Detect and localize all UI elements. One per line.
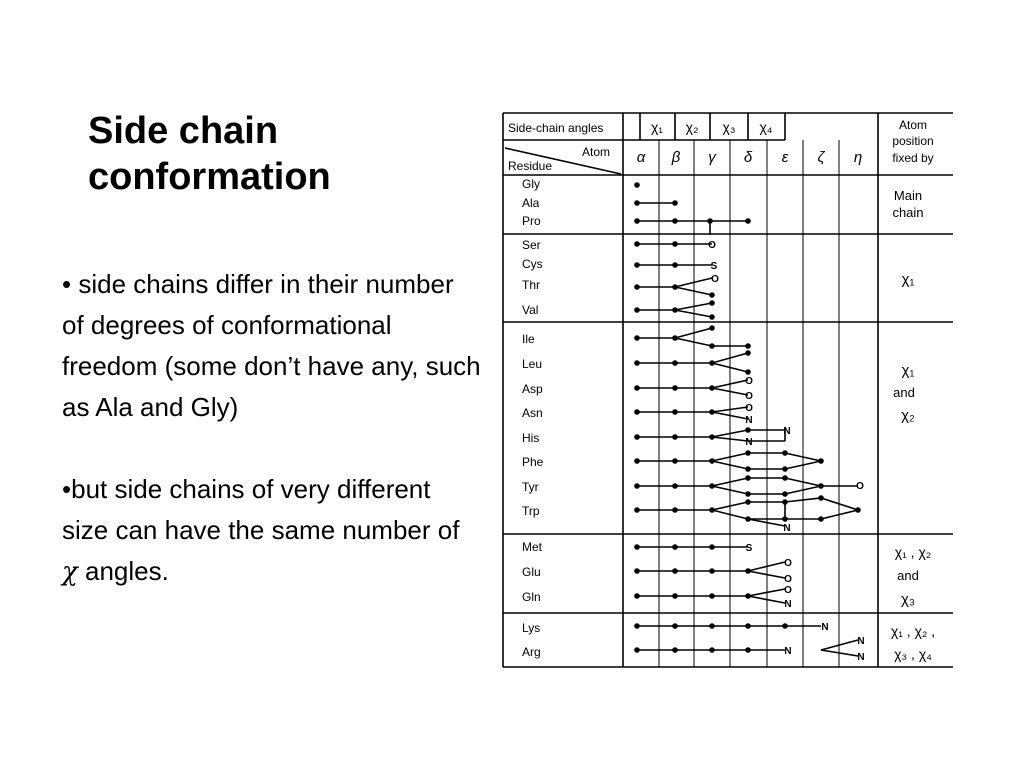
atom-column-eta: η <box>853 149 863 166</box>
atom-dot <box>672 458 678 464</box>
atom-dot <box>745 343 751 349</box>
fixed-by-chi2-group3: χ₂ <box>901 407 915 424</box>
chi-symbol: χ <box>62 557 78 587</box>
atom-dot <box>634 507 640 513</box>
atom-dot <box>709 568 715 574</box>
residue-names <box>522 177 544 659</box>
residue-ile: Ile <box>522 332 535 346</box>
atom-dot <box>672 544 678 550</box>
atom-dot <box>782 623 788 629</box>
residue-glu: Glu <box>522 565 541 579</box>
residue-arg: Arg <box>522 645 541 659</box>
glu-oxygen-1: O <box>784 558 792 569</box>
residue-tyr: Tyr <box>522 480 539 494</box>
residue-asn: Asn <box>522 406 543 420</box>
atom-dot <box>672 434 678 440</box>
atom-header: Atom <box>582 145 611 159</box>
asn-oxygen: O <box>745 403 753 414</box>
his-nitrogen-2: N <box>745 437 753 448</box>
asp-oxygen-2: O <box>745 391 753 402</box>
atom-dot <box>634 409 640 415</box>
atom-dot <box>745 499 751 505</box>
residue-met: Met <box>522 540 543 554</box>
atom-dot <box>709 593 715 599</box>
atom-dot <box>709 343 715 349</box>
lys-nitrogen: N <box>821 622 829 633</box>
atom-dot <box>634 218 640 224</box>
atom-dot <box>672 262 678 268</box>
residue-ser: Ser <box>522 238 541 252</box>
atom-column-beta: β <box>671 149 681 166</box>
atom-dot <box>634 360 640 366</box>
residue-gln: Gln <box>522 590 541 604</box>
atom-dot <box>672 568 678 574</box>
atom-dot <box>782 466 788 472</box>
atom-dot <box>672 241 678 247</box>
atom-column-gamma: γ <box>708 149 716 166</box>
asn-nitrogen: N <box>745 415 753 426</box>
atom-dot <box>745 516 751 522</box>
atom-dot <box>709 300 715 306</box>
slide-title: Side chain conformation <box>88 110 331 198</box>
atom-dot <box>634 544 640 550</box>
atom-dot <box>745 369 751 375</box>
atom-dot <box>634 593 640 599</box>
atom-dot <box>672 409 678 415</box>
atom-dot <box>709 434 715 440</box>
atom-dot <box>709 647 715 653</box>
residue-asp: Asp <box>522 382 543 396</box>
atom-column-zeta: ζ <box>817 149 825 166</box>
atom-dot <box>672 623 678 629</box>
atom-dot <box>634 262 640 268</box>
atom-dot <box>634 483 640 489</box>
thr-oxygen: O <box>711 274 719 285</box>
atom-dot <box>672 385 678 391</box>
met-sulfur: S <box>745 543 753 554</box>
atom-dot <box>782 450 788 456</box>
atom-column-delta: δ <box>743 149 753 166</box>
atom-dot <box>818 458 824 464</box>
atom-dot <box>782 475 788 481</box>
phe-ring <box>637 453 821 469</box>
atom-dot <box>672 507 678 513</box>
bullet-spacer <box>62 428 482 469</box>
atom-dot <box>672 307 678 313</box>
atom-dot <box>709 360 715 366</box>
atom-dot <box>709 325 715 331</box>
atom-dot <box>709 544 715 550</box>
fixed-by-chain: chain <box>892 205 924 220</box>
atom-dot <box>745 475 751 481</box>
fixed-header-line3: fixed by <box>892 151 934 165</box>
gln-oxygen: O <box>784 585 792 596</box>
atom-dot <box>745 568 751 574</box>
atom-dot <box>634 335 640 341</box>
residue-header: Residue <box>508 159 553 173</box>
fixed-by-and-group3: and <box>893 385 915 400</box>
atom-dot <box>745 218 751 224</box>
arg-nitrogen-2: N <box>857 652 865 663</box>
bullet-chi-text: •but side chains of very different size can have the same number of <box>62 474 460 545</box>
asp-bond-upper <box>637 380 748 388</box>
atom-dot <box>672 200 678 206</box>
atom-dot <box>709 507 715 513</box>
ser-oxygen: O <box>708 240 716 251</box>
bullet-list <box>62 264 482 593</box>
asn-bond-upper <box>637 407 748 412</box>
trp-nitrogen: N <box>783 523 791 534</box>
chi1-header: χ₁ <box>650 119 664 135</box>
fixed-by-chi123-group5: χ₁ , χ₂ , <box>890 623 936 639</box>
atom-dot <box>672 647 678 653</box>
residue-leu: Leu <box>522 357 543 371</box>
atom-dot <box>634 568 640 574</box>
fixed-header-line2: position <box>892 134 934 148</box>
fixed-by-chi34-group5: χ₃ , χ₄ <box>894 646 932 662</box>
chi3-header: χ₃ <box>722 119 736 135</box>
residue-cys: Cys <box>522 257 543 271</box>
side-chain-angles-header: Side-chain angles <box>508 121 604 135</box>
residue-his: His <box>522 431 540 445</box>
atom-dot <box>818 495 824 501</box>
asp-oxygen-1: O <box>745 376 753 387</box>
atom-dot <box>634 647 640 653</box>
residue-trp: Trp <box>522 504 540 518</box>
chi2-header: χ₂ <box>685 119 699 135</box>
residue-ala: Ala <box>522 196 540 210</box>
atom-dot <box>634 307 640 313</box>
atom-dot <box>672 593 678 599</box>
leu-bond-upper <box>637 353 748 363</box>
atom-column-epsilon: ε <box>781 149 789 166</box>
fixed-by-and-group4: and <box>897 568 919 583</box>
atom-dot <box>745 647 751 653</box>
atom-dot <box>672 483 678 489</box>
chi4-header: χ₄ <box>759 119 773 135</box>
cys-sulfur: S <box>710 261 718 272</box>
atom-dot <box>672 335 678 341</box>
atom-dot <box>709 458 715 464</box>
bullet-chi-suffix: angles. <box>77 556 169 586</box>
fixed-by-chi1-group3: χ₁ <box>901 362 915 379</box>
fixed-by-chi1: χ₁ <box>901 271 915 288</box>
fixed-by-chi3-group4: χ₃ <box>901 591 915 608</box>
fixed-by-main: Main <box>893 188 923 203</box>
atom-dot <box>745 466 751 472</box>
atom-dot <box>709 623 715 629</box>
atom-dot <box>818 516 824 522</box>
atom-dot <box>709 292 715 298</box>
atom-column-alpha: α <box>636 149 646 166</box>
atom-dot <box>634 458 640 464</box>
side-chain-angles-table <box>500 110 956 670</box>
bullet-chi-angles <box>62 469 482 593</box>
tyr-oxygen: O <box>856 481 864 492</box>
tyr-ring <box>637 478 821 494</box>
atom-dot <box>634 284 640 290</box>
atom-dot <box>782 516 788 522</box>
arg-nitrogen-1: N <box>857 636 865 647</box>
table-grid <box>503 113 953 667</box>
his-nitrogen-1: N <box>783 426 791 437</box>
atom-dot <box>818 483 824 489</box>
bullet-degrees-of-freedom: • side chains differ in their number of degrees of conformational freedom (some don’t have any, such as Ala and Gly) <box>62 269 481 422</box>
atom-dot <box>634 434 640 440</box>
atom-dot <box>745 623 751 629</box>
residue-phe: Phe <box>522 455 544 469</box>
atom-dot <box>709 409 715 415</box>
atom-dot <box>745 427 751 433</box>
atom-dot <box>634 200 640 206</box>
atom-dot <box>709 314 715 320</box>
atom-dot <box>634 241 640 247</box>
atom-dot <box>782 499 788 505</box>
atom-dot <box>745 350 751 356</box>
atom-dot <box>782 491 788 497</box>
atom-dot <box>672 284 678 290</box>
atom-dot <box>709 385 715 391</box>
atom-dot <box>745 491 751 497</box>
residue-pro: Pro <box>522 214 541 228</box>
atom-dot <box>709 483 715 489</box>
fixed-header-line1: Atom <box>898 118 928 132</box>
atom-dot <box>634 182 640 188</box>
fixed-by-chi12-group4: χ₁ , χ₂ <box>894 544 932 560</box>
atom-dot <box>855 507 861 513</box>
atom-dot <box>634 623 640 629</box>
atom-dot <box>745 450 751 456</box>
residue-val: Val <box>522 303 539 317</box>
arg-nitrogen-epsilon: N <box>784 646 792 657</box>
gln-nitrogen: N <box>784 599 792 610</box>
atom-dot <box>634 385 640 391</box>
fixed-by-annotations <box>891 188 935 662</box>
residue-gly: Gly <box>522 177 540 191</box>
atom-dot <box>672 218 678 224</box>
atom-dot <box>707 218 713 224</box>
residue-lys: Lys <box>522 621 541 635</box>
residue-thr: Thr <box>522 278 540 292</box>
atom-dot <box>672 360 678 366</box>
atom-dot <box>745 593 751 599</box>
glu-oxygen-2: O <box>784 574 792 585</box>
